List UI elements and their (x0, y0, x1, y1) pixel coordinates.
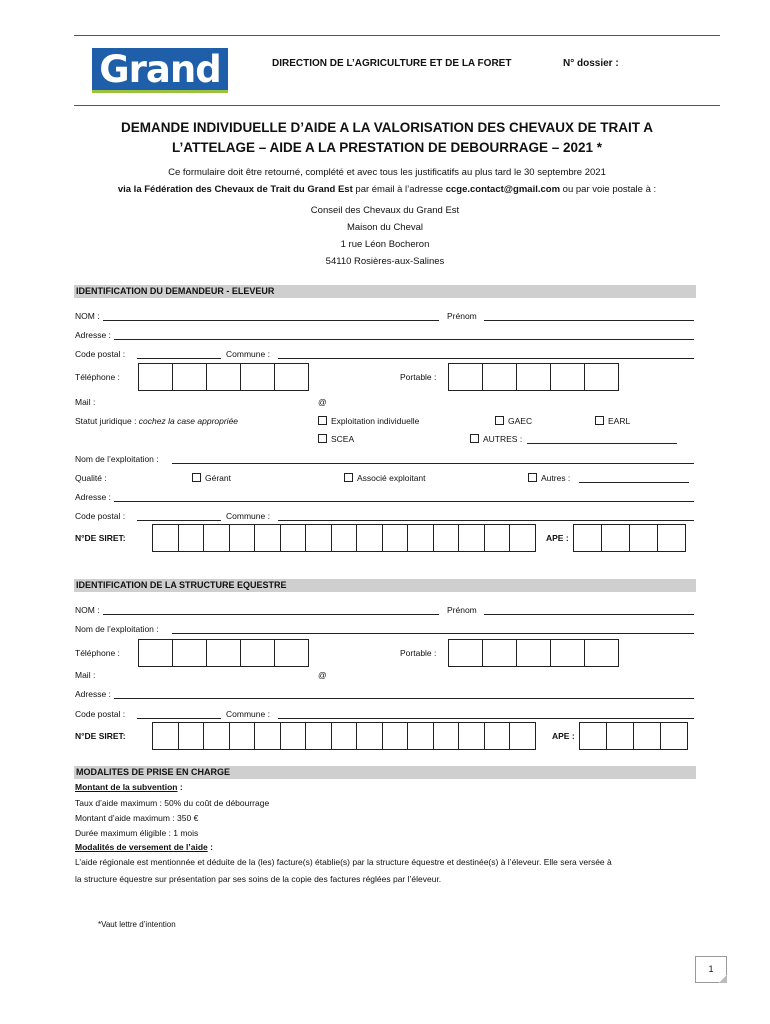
s2-cp-field[interactable] (137, 718, 221, 719)
s1-mail-at: @ (318, 397, 327, 407)
s2-adresse-label: Adresse : (75, 689, 111, 699)
footnote: *Vaut lettre d’intention (98, 920, 176, 929)
postal-address (74, 202, 696, 270)
title-line-1: DEMANDE INDIVIDUELLE D’AIDE A LA VALORISATION DES CHEVAUX DE TRAIT A (120, 120, 654, 135)
s1-commune2-field[interactable] (278, 520, 694, 521)
s1-adresse2-field[interactable] (114, 501, 694, 502)
s1-cp-label: Code postal : (75, 349, 126, 359)
s2-prenom-field[interactable] (484, 614, 694, 615)
s1-portable-label: Portable : (400, 372, 437, 382)
grand-est-logo: Grand (92, 48, 228, 93)
dossier-label: N° dossier : (563, 58, 619, 69)
s1-cp2-field[interactable] (137, 520, 221, 521)
s1-commune-field[interactable] (278, 358, 694, 359)
s1-q-associe[interactable]: Associé exploitant (344, 473, 426, 483)
s1-ape-label: APE : (546, 533, 569, 543)
address-line-4: 54110 Rosières-aux-Salines (325, 256, 445, 267)
direction-label: DIRECTION DE L’AGRICULTURE ET DE LA FORET (272, 58, 512, 69)
checkbox-icon[interactable] (318, 416, 327, 425)
s2-portable-boxes[interactable] (448, 639, 619, 667)
header-bottom-rule (74, 105, 720, 106)
section-demandeur-heading: IDENTIFICATION DU DEMANDEUR - ELEVEUR (74, 285, 696, 298)
s1-commune-label: Commune : (226, 349, 270, 359)
page-number: 1 (695, 956, 727, 983)
s1-opt-exploitation[interactable]: Exploitation individuelle (318, 416, 419, 426)
s1-siret-label: N°DE SIRET: (75, 533, 126, 543)
s1-adresse-field[interactable] (114, 339, 694, 340)
document-title (74, 118, 700, 158)
s1-siret-boxes[interactable] (152, 524, 536, 552)
address-line-2: Maison du Cheval (346, 222, 424, 233)
s1-autres-field[interactable] (527, 443, 677, 444)
s2-portable-label: Portable : (400, 648, 437, 658)
s1-qualite-label: Qualité : (75, 473, 107, 483)
s1-telephone-label: Téléphone : (75, 372, 120, 382)
s2-telephone-boxes[interactable] (138, 639, 309, 667)
s1-commune2-label: Commune : (226, 511, 270, 521)
s1-nom-field[interactable] (103, 320, 439, 321)
s2-nom-label: NOM : (75, 605, 100, 615)
s1-opt-autres[interactable]: AUTRES : (470, 434, 522, 444)
s1-q-autres[interactable]: Autres : (528, 473, 570, 483)
address-line-3: 1 rue Léon Bocheron (340, 239, 430, 250)
s1-portable-boxes[interactable] (448, 363, 619, 391)
s1-nom-label: NOM : (75, 311, 100, 321)
intro-text (70, 164, 704, 198)
s1-statut-label: Statut juridique : cochez la case appropriée (75, 416, 239, 426)
s2-cp-label: Code postal : (75, 709, 126, 719)
intro-line-1: Ce formulaire doit être retourné, complété et avec tous les justificatifs au plus tard le 30 septembre 2021 (168, 167, 606, 178)
checkbox-icon[interactable] (595, 416, 604, 425)
s3-duree: Durée maximum éligible : 1 mois (75, 828, 199, 838)
s1-mail-label: Mail : (75, 397, 96, 407)
s2-adresse-field[interactable] (114, 698, 694, 699)
section-structure-heading: IDENTIFICATION DE LA STRUCTURE EQUESTRE (74, 579, 696, 592)
s1-opt-gaec[interactable]: GAEC (495, 416, 532, 426)
s2-commune-label: Commune : (226, 709, 270, 719)
checkbox-icon[interactable] (470, 434, 479, 443)
s3-taux: Taux d’aide maximum : 50% du coût de débourrage (75, 798, 270, 808)
s2-commune-field[interactable] (278, 718, 694, 719)
s2-ape-boxes[interactable] (579, 722, 688, 750)
checkbox-icon[interactable] (344, 473, 353, 482)
s3-text-line-1: L’aide régionale est mentionnée et déduite de la (les) facture(s) établie(s) par la structure équestre et destinée(s) à l’éleveur. Elle sera versée à (75, 857, 612, 867)
checkbox-icon[interactable] (318, 434, 327, 443)
s2-prenom-label: Prénom (447, 605, 477, 615)
s1-cp2-label: Code postal : (75, 511, 126, 521)
s2-nom-field[interactable] (103, 614, 439, 615)
address-line-1: Conseil des Chevaux du Grand Est (310, 205, 460, 216)
s1-ape-boxes[interactable] (573, 524, 686, 552)
s1-q-autres-field[interactable] (579, 482, 689, 483)
s1-q-gerant[interactable]: Gérant (192, 473, 231, 483)
s1-adresse2-label: Adresse : (75, 492, 111, 502)
s3-montant-max: Montant d’aide maximum : 350 € (75, 813, 199, 823)
checkbox-icon[interactable] (528, 473, 537, 482)
s2-mail-label: Mail : (75, 670, 96, 680)
checkbox-icon[interactable] (192, 473, 201, 482)
s1-adresse-label: Adresse : (75, 330, 111, 340)
s1-opt-scea[interactable]: SCEA (318, 434, 354, 444)
top-rule (74, 35, 720, 36)
s3-text-line-2: la structure équestre sur présentation par ses soins de la copie des factures réglées par l’éleveur. (75, 874, 442, 884)
s2-nom-exploitation-label: Nom de l’exploitation : (75, 624, 159, 634)
s1-nom-exploitation-label: Nom de l’exploitation : (75, 454, 159, 464)
s2-ape-label: APE : (552, 731, 575, 741)
s2-mail-at: @ (318, 670, 327, 680)
s2-telephone-label: Téléphone : (75, 648, 120, 658)
s1-cp-field[interactable] (137, 358, 221, 359)
checkbox-icon[interactable] (495, 416, 504, 425)
s1-telephone-boxes[interactable] (138, 363, 309, 391)
s1-prenom-label: Prénom (447, 311, 477, 321)
s1-opt-earl[interactable]: EARL (595, 416, 630, 426)
title-line-2: L’ATTELAGE – AIDE A LA PRESTATION DE DEBOURRAGE – 2021 * (171, 140, 603, 155)
section-modalites-heading: MODALITES DE PRISE EN CHARGE (74, 766, 696, 779)
s1-prenom-field[interactable] (484, 320, 694, 321)
s3-modalites-title: Modalités de versement de l’aide : (75, 842, 213, 852)
s2-siret-boxes[interactable] (152, 722, 536, 750)
intro-line-2: via la Fédération des Chevaux de Trait du Grand Est par émail à l’adresse ccge.contact@gmail.com ou par voie postale à : (117, 184, 657, 195)
s2-siret-label: N°DE SIRET: (75, 731, 126, 741)
s2-nom-exploitation-field[interactable] (172, 633, 694, 634)
s3-montant-title: Montant de la subvention : (75, 782, 183, 792)
s1-nom-exploitation-field[interactable] (172, 463, 694, 464)
